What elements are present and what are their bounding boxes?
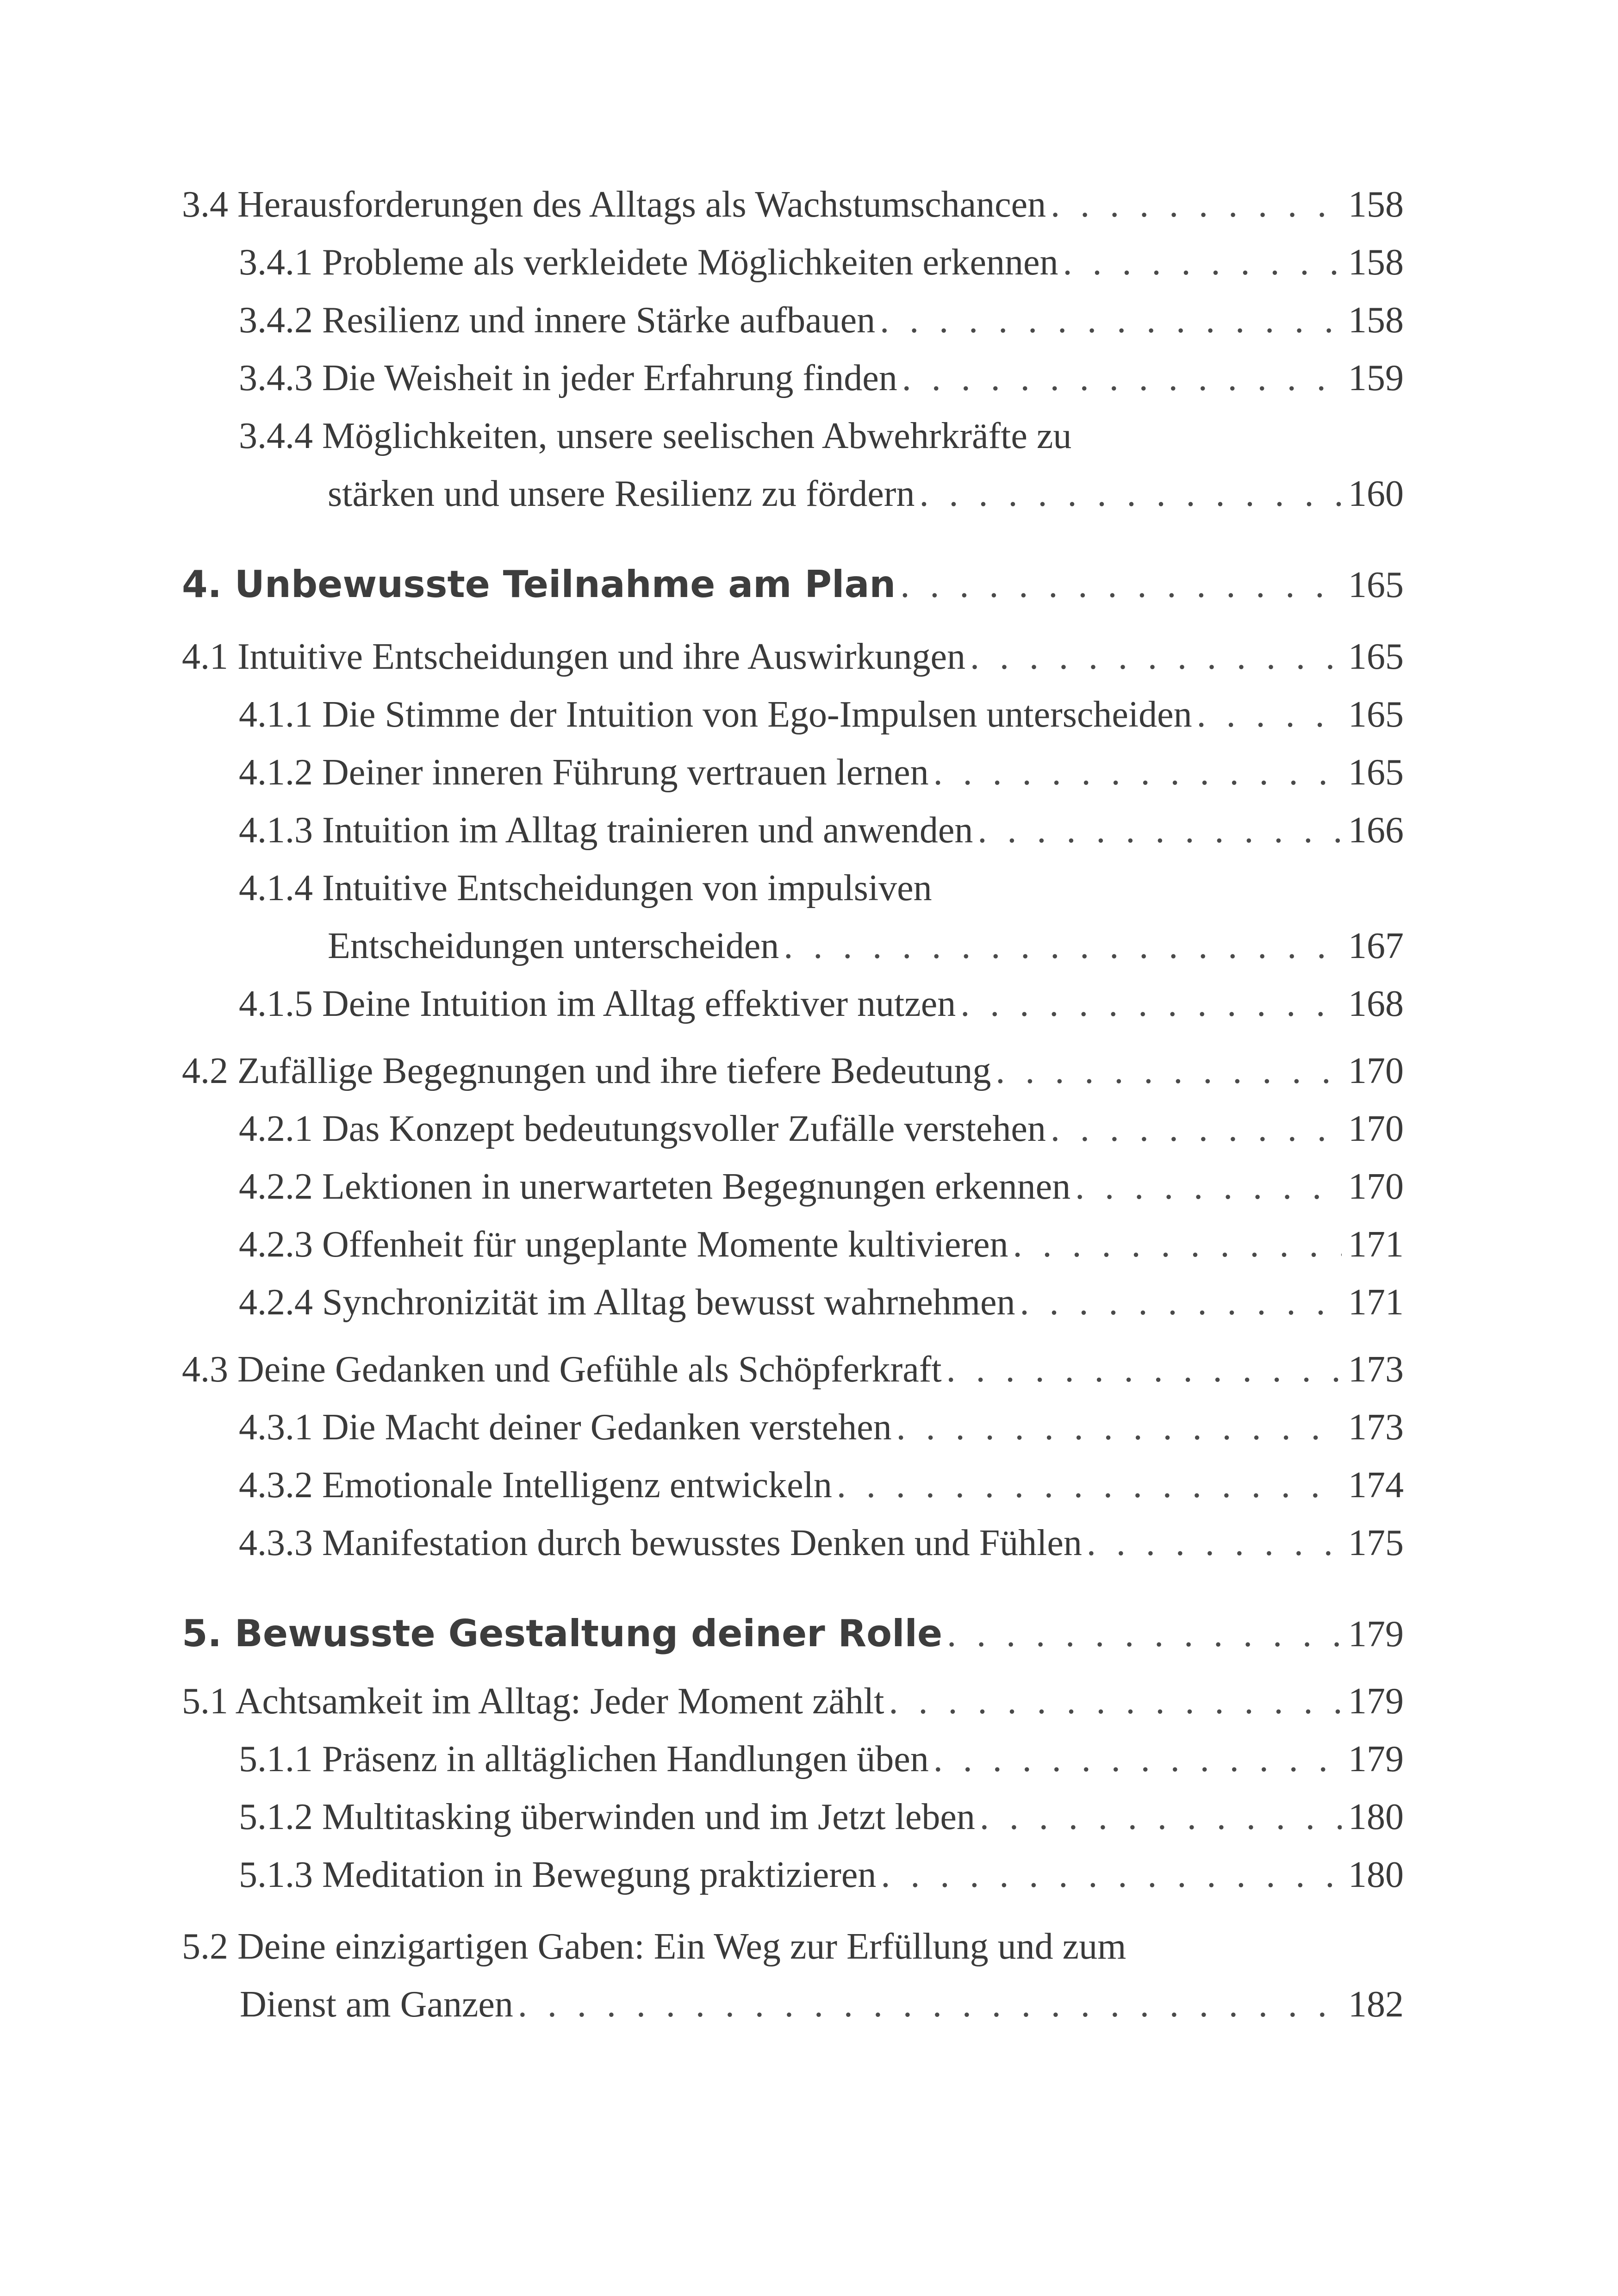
toc-entry-page: 170 bbox=[1348, 1166, 1404, 1207]
dot-leader bbox=[900, 556, 1342, 614]
toc-entry-title: 3.4.3 Die Weisheit in jeder Erfahrung finden bbox=[239, 358, 897, 398]
toc-entry-title: 4.2.2 Lektionen in unerwarteten Begegnungen erkennen bbox=[239, 1166, 1071, 1207]
toc-entry-4-2[interactable] bbox=[182, 1042, 1404, 1100]
toc-entry-title: Entscheidungen unterscheiden bbox=[328, 926, 779, 966]
dot-leader bbox=[1087, 1514, 1342, 1572]
toc-entry-4-1-1[interactable] bbox=[182, 686, 1404, 744]
toc-entry-4-1-4-line1[interactable]: 4.1.4 Intuitive Entscheidungen von impulsiven bbox=[239, 868, 932, 908]
toc-entry-title: 5.1.1 Präsenz in alltäglichen Handlungen üben bbox=[239, 1739, 929, 1780]
toc-entry-page: 170 bbox=[1348, 1051, 1404, 1091]
toc-entry-page: 165 bbox=[1348, 694, 1404, 735]
toc-entry-title: 4.2.1 Das Konzept bedeutungsvoller Zufälle verstehen bbox=[239, 1108, 1046, 1149]
toc-entry-page: 179 bbox=[1348, 1614, 1404, 1655]
toc-entry-page: 182 bbox=[1348, 1984, 1404, 2025]
dot-leader bbox=[889, 1673, 1342, 1730]
dot-leader bbox=[1051, 1100, 1342, 1158]
toc-entry-page: 174 bbox=[1348, 1465, 1404, 1506]
toc-entry-page: 170 bbox=[1348, 1108, 1404, 1149]
toc-entry-title: 4.1.3 Intuition im Alltag trainieren und anwenden bbox=[239, 810, 973, 851]
toc-entry-title: 4.3.1 Die Macht deiner Gedanken verstehen bbox=[239, 1407, 892, 1448]
toc-entry-4-1-3[interactable] bbox=[182, 802, 1404, 859]
dot-leader bbox=[960, 975, 1342, 1033]
toc-chapter-5[interactable] bbox=[182, 1605, 1404, 1663]
dot-leader bbox=[837, 1456, 1342, 1514]
dot-leader bbox=[933, 1730, 1342, 1788]
toc-entry-title: 4.3 Deine Gedanken und Gefühle als Schöpferkraft bbox=[182, 1349, 942, 1390]
dot-leader bbox=[1020, 1274, 1342, 1332]
toc-entry-page: 173 bbox=[1348, 1349, 1404, 1390]
toc-entry-page: 180 bbox=[1348, 1797, 1404, 1837]
dot-leader bbox=[947, 1605, 1342, 1663]
toc-entry-4-1-5[interactable] bbox=[182, 975, 1404, 1033]
toc-entry-4-1-2[interactable] bbox=[182, 744, 1404, 802]
dot-leader bbox=[1197, 686, 1342, 744]
dot-leader bbox=[996, 1042, 1342, 1100]
dot-leader bbox=[1051, 176, 1342, 234]
toc-entry-5-1-3[interactable] bbox=[182, 1846, 1404, 1904]
toc-entry-4-2-1[interactable] bbox=[182, 1100, 1404, 1158]
toc-entry-title: 5.1.2 Multitasking überwinden und im Jetzt leben bbox=[239, 1797, 975, 1837]
toc-entry-4-3-3[interactable] bbox=[182, 1514, 1404, 1572]
toc-entry-title: 4.1.1 Die Stimme der Intuition von Ego-Impulsen unterscheiden bbox=[239, 694, 1192, 735]
toc-entry-5-1-1[interactable] bbox=[182, 1730, 1404, 1788]
toc-entry-4-3-2[interactable] bbox=[182, 1456, 1404, 1514]
toc-entry-page: 173 bbox=[1348, 1407, 1404, 1448]
toc-entry-title: 3.4 Herausforderungen des Alltags als Wachstumschancen bbox=[182, 184, 1046, 225]
dot-leader bbox=[518, 1976, 1342, 2034]
toc-entry-5-1[interactable] bbox=[182, 1673, 1404, 1730]
toc-entry-page: 159 bbox=[1348, 358, 1404, 398]
toc-entry-page: 175 bbox=[1348, 1523, 1404, 1563]
toc-entry-5-1-2[interactable] bbox=[182, 1788, 1404, 1846]
toc-entry-page: 158 bbox=[1348, 184, 1404, 225]
toc-entry-3-4-2[interactable] bbox=[182, 292, 1404, 349]
dot-leader bbox=[946, 1341, 1342, 1399]
toc-entry-title: Dienst am Ganzen bbox=[240, 1984, 513, 2025]
dot-leader bbox=[881, 1846, 1342, 1904]
toc-entry-page: 171 bbox=[1348, 1224, 1404, 1265]
toc-entry-title: 5.1.3 Meditation in Bewegung praktizieren bbox=[239, 1854, 877, 1895]
toc-entry-title: 4.3.2 Emotionale Intelligenz entwickeln bbox=[239, 1465, 832, 1506]
toc-entry-4-2-4[interactable] bbox=[182, 1274, 1404, 1332]
dot-leader bbox=[933, 744, 1342, 802]
toc-entry-4-2-2[interactable] bbox=[182, 1158, 1404, 1216]
toc-entry-title: 4.1.5 Deine Intuition im Alltag effektiver nutzen bbox=[239, 983, 956, 1024]
dot-leader bbox=[977, 802, 1342, 859]
toc-entry-3-4[interactable] bbox=[182, 176, 1404, 234]
table-of-contents bbox=[182, 176, 1404, 2034]
toc-entry-5-2[interactable] bbox=[182, 1976, 1404, 2034]
toc-entry-5-2-line1[interactable]: 5.2 Deine einzigartigen Gaben: Ein Weg zur Erfüllung und zum bbox=[182, 1926, 1126, 1967]
dot-leader bbox=[970, 628, 1342, 686]
toc-entry-title: 5.1 Achtsamkeit im Alltag: Jeder Moment zählt bbox=[182, 1681, 884, 1722]
toc-entry-title: stärken und unsere Resilienz zu fördern bbox=[328, 473, 915, 514]
toc-entry-page: 158 bbox=[1348, 300, 1404, 341]
toc-entry-4-3[interactable] bbox=[182, 1341, 1404, 1399]
dot-leader bbox=[784, 917, 1342, 975]
toc-entry-page: 179 bbox=[1348, 1681, 1404, 1722]
toc-entry-page: 166 bbox=[1348, 810, 1404, 851]
dot-leader bbox=[919, 465, 1342, 523]
chapter-title: 4. Unbewusste Teilnahme am Plan bbox=[182, 563, 896, 606]
toc-entry-page: 168 bbox=[1348, 983, 1404, 1024]
toc-entry-page: 165 bbox=[1348, 636, 1404, 677]
toc-entry-3-4-4[interactable] bbox=[182, 465, 1404, 523]
dot-leader bbox=[896, 1399, 1342, 1456]
toc-entry-page: 167 bbox=[1348, 926, 1404, 966]
toc-entry-title: 4.1 Intuitive Entscheidungen und ihre Auswirkungen bbox=[182, 636, 966, 677]
toc-entry-4-2-3[interactable] bbox=[182, 1216, 1404, 1274]
dot-leader bbox=[1063, 234, 1342, 292]
toc-entry-page: 158 bbox=[1348, 242, 1404, 283]
toc-entry-page: 180 bbox=[1348, 1854, 1404, 1895]
toc-entry-3-4-1[interactable] bbox=[182, 234, 1404, 292]
toc-entry-title: 3.4.2 Resilienz und innere Stärke aufbauen bbox=[239, 300, 876, 341]
toc-entry-page: 160 bbox=[1348, 473, 1404, 514]
toc-entry-3-4-4-line1[interactable]: 3.4.4 Möglichkeiten, unsere seelischen Abwehrkräfte zu bbox=[239, 416, 1072, 456]
toc-entry-page: 179 bbox=[1348, 1739, 1404, 1780]
chapter-title: 5. Bewusste Gestaltung deiner Rolle bbox=[182, 1612, 943, 1655]
toc-entry-title: 4.1.2 Deiner inneren Führung vertrauen lernen bbox=[239, 752, 929, 793]
dot-leader bbox=[880, 292, 1342, 349]
toc-entry-page: 165 bbox=[1348, 752, 1404, 793]
toc-entry-page: 171 bbox=[1348, 1282, 1404, 1323]
toc-entry-title: 4.3.3 Manifestation durch bewusstes Denken und Fühlen bbox=[239, 1523, 1082, 1563]
toc-entry-4-1[interactable] bbox=[182, 628, 1404, 686]
toc-entry-3-4-3[interactable] bbox=[182, 349, 1404, 407]
toc-entry-page: 165 bbox=[1348, 565, 1404, 605]
dot-leader bbox=[902, 349, 1342, 407]
toc-entry-4-3-1[interactable] bbox=[182, 1399, 1404, 1456]
dot-leader bbox=[1075, 1158, 1342, 1216]
toc-entry-title: 4.2 Zufällige Begegnungen und ihre tiefere Bedeutung bbox=[182, 1051, 991, 1091]
dot-leader bbox=[980, 1788, 1342, 1846]
toc-entry-title: 4.2.3 Offenheit für ungeplante Momente kultivieren bbox=[239, 1224, 1008, 1265]
toc-entry-title: 4.2.4 Synchronizität im Alltag bewusst wahrnehmen bbox=[239, 1282, 1015, 1323]
toc-entry-title: 3.4.1 Probleme als verkleidete Möglichkeiten erkennen bbox=[239, 242, 1058, 283]
dot-leader bbox=[1013, 1216, 1342, 1274]
toc-entry-4-1-4[interactable] bbox=[182, 917, 1404, 975]
toc-chapter-4[interactable] bbox=[182, 555, 1404, 614]
